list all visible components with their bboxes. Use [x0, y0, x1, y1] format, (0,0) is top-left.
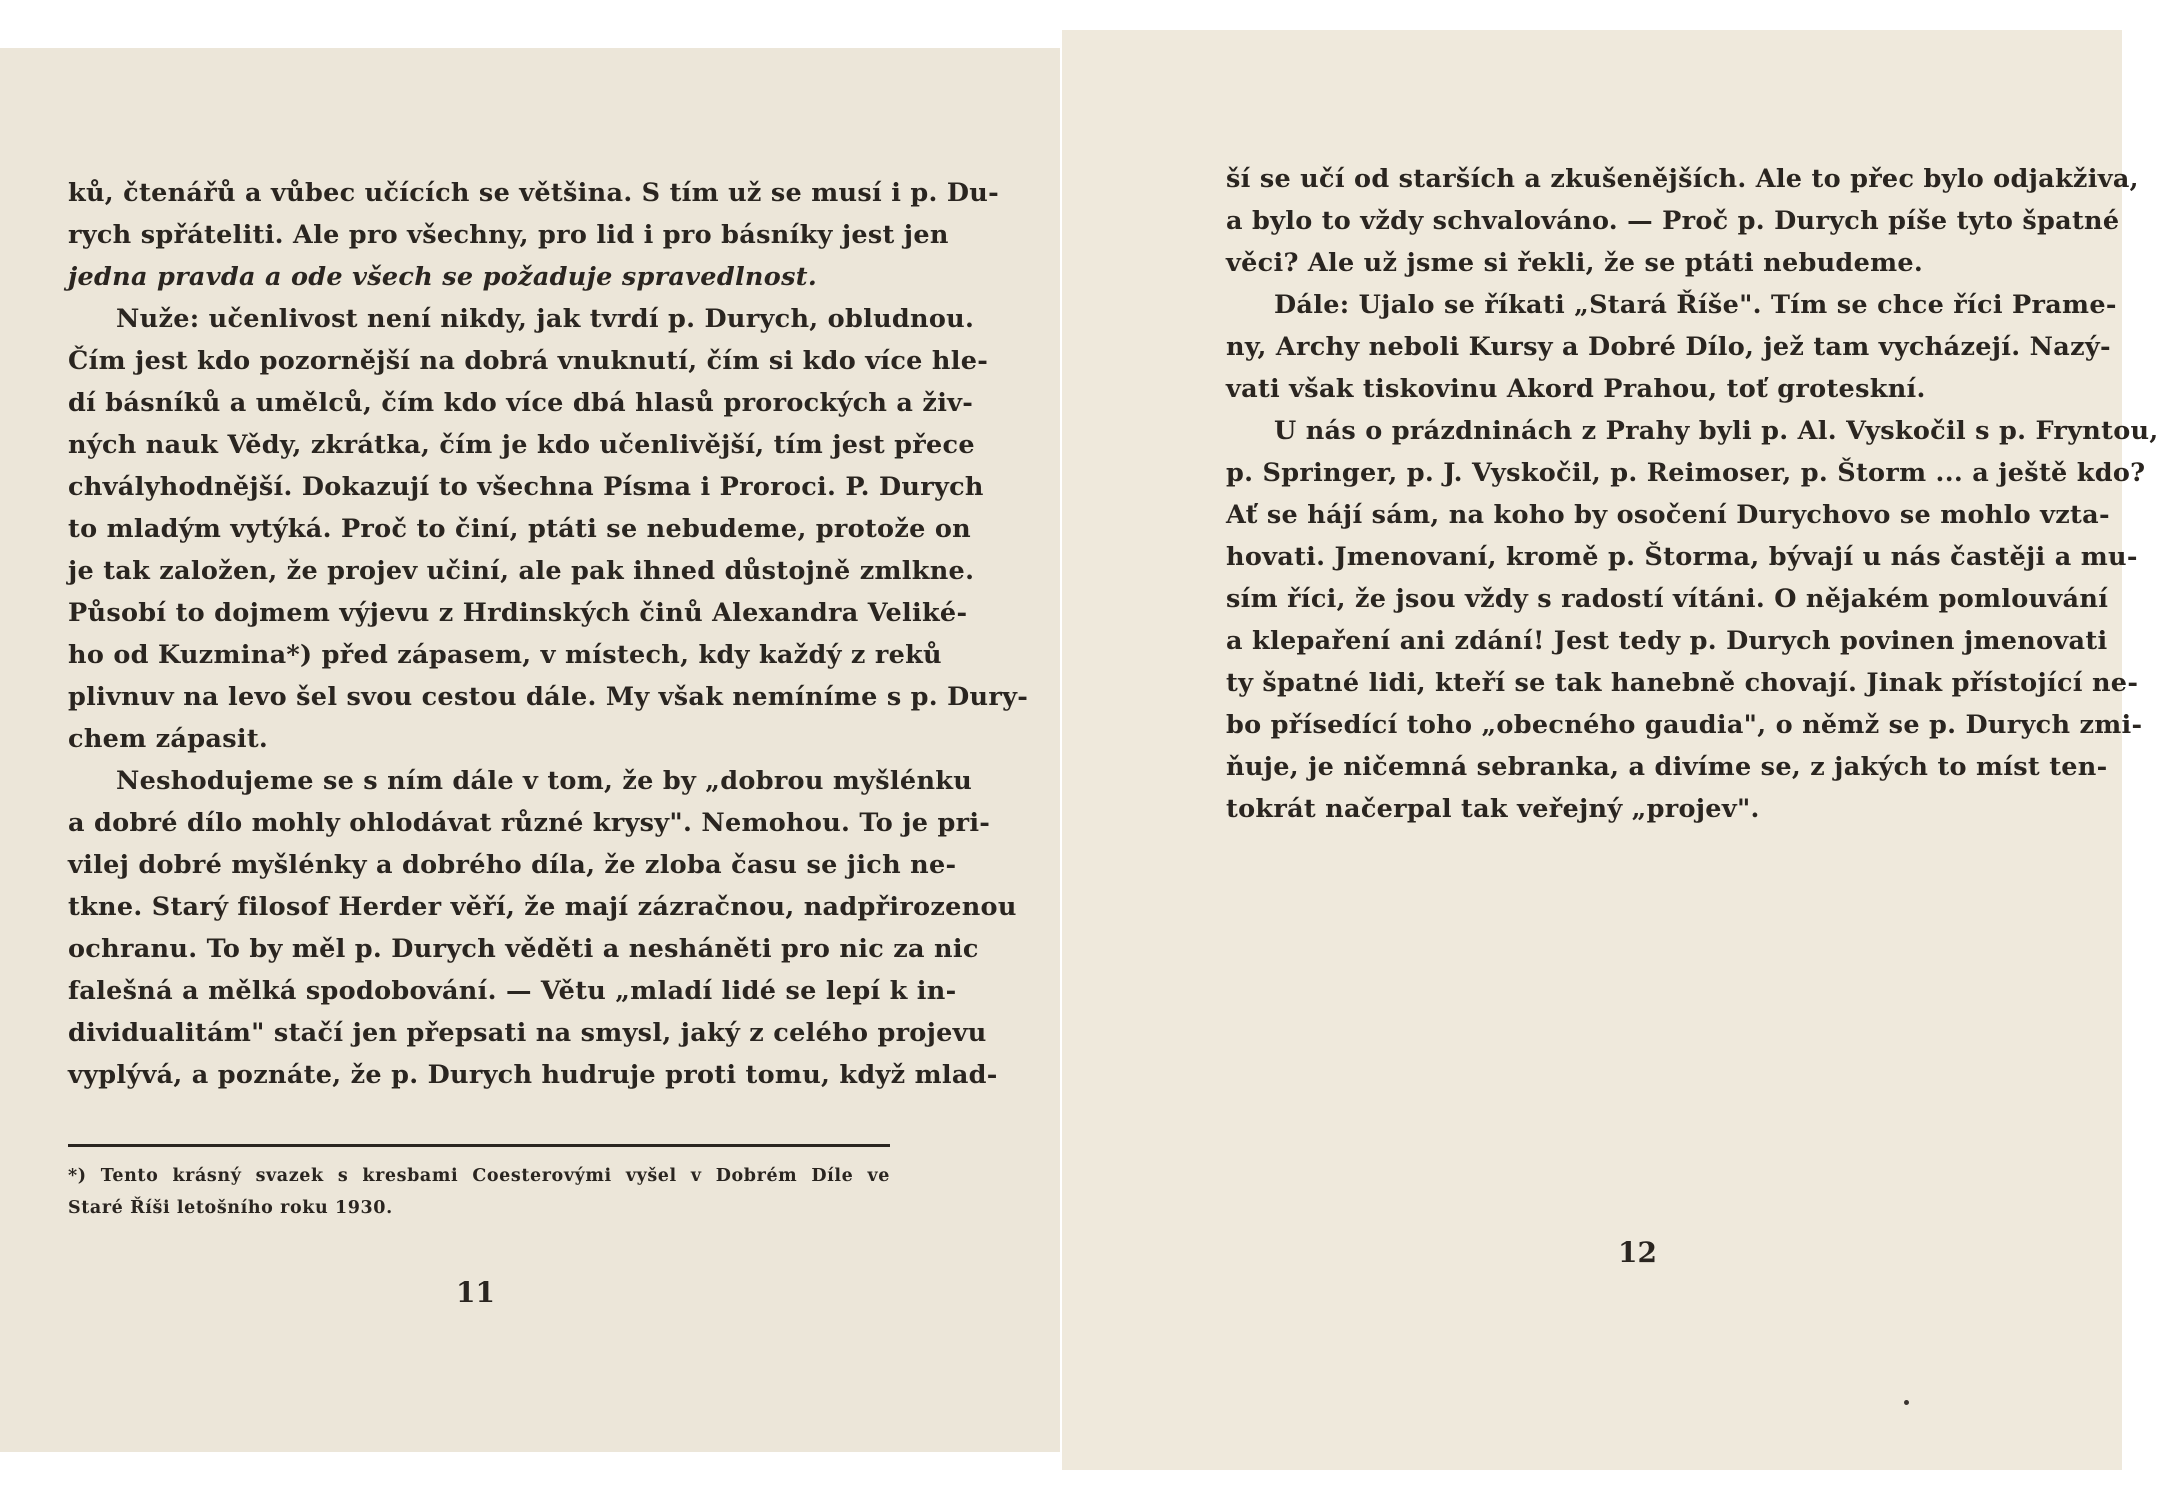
text-line: Ať se hájí sám, na koho by osočení Durychovo se mohlo vzta-: [1226, 500, 2110, 530]
text-line: hovati. Jmenovaní, kromě p. Štorma, bývají u nás častěji a mu-: [1226, 542, 2138, 572]
text-line: Nuže: učenlivost není nikdy, jak tvrdí p. Durych, obludnou.: [116, 304, 975, 334]
text-line: tokrát načerpal tak veřejný „projev".: [1226, 794, 1760, 824]
text-line: ty špatné lidi, kteří se tak hanebně chovají. Jinak přístojící ne-: [1226, 668, 2139, 698]
text-line: rych spřáteliti. Ale pro všechny, pro lid i pro básníky jest jen: [68, 220, 949, 250]
text-line: to mladým vytýká. Proč to činí, ptáti se nebudeme, protože on: [68, 514, 971, 544]
text-line: Čím jest kdo pozornější na dobrá vnuknutí, čím si kdo více hle-: [68, 346, 989, 376]
text-line: U nás o prázdninách z Prahy byli p. Al. Vyskočil s p. Fryntou,: [1274, 416, 2159, 446]
text-line: ší se učí od starších a zkušenějších. Ale to přec bylo odjakživa,: [1226, 164, 2139, 194]
footnote-divider: [68, 1144, 890, 1147]
text-line: Neshodujeme se s ním dále v tom, že by „dobrou myšlénku: [116, 766, 973, 796]
text-line: ho od Kuzmina*) před zápasem, v místech, kdy každý z reků: [68, 640, 942, 670]
text-line: sím říci, že jsou vždy s radostí vítáni. O nějakém pomlouvání: [1226, 584, 2109, 614]
text-line: vati však tiskovinu Akord Prahou, toť groteskní.: [1226, 374, 1926, 404]
text-line: vyplývá, a poznáte, že p. Durych hudruje proti tomu, když mlad-: [68, 1060, 998, 1090]
text-line: ných nauk Vědy, zkrátka, čím je kdo učenlivější, tím jest přece: [68, 430, 975, 460]
text-line: ků, čtenářů a vůbec učících se většina. S tím už se musí i p. Du-: [68, 178, 999, 208]
text-line: falešná a mělká spodobování. — Větu „mladí lidé se lepí k in-: [68, 976, 957, 1006]
text-line: chem zápasit.: [68, 724, 269, 754]
text-line: chvályhodnější. Dokazují to všechna Písma i Proroci. P. Durych: [68, 472, 984, 502]
text-line: dividualitám" stačí jen přepsati na smysl, jaký z celého projevu: [68, 1018, 987, 1048]
page-number: 12: [1618, 1236, 1657, 1269]
page-number: 11: [456, 1276, 495, 1309]
text-line: jedna pravda a ode všech se požaduje spravedlnost.: [68, 262, 817, 292]
text-line: ochranu. To by měl p. Durych věděti a nesháněti pro nic za nic: [68, 934, 979, 964]
text-line: Dále: Ujalo se říkati „Stará Říše". Tím se chce říci Prame-: [1274, 290, 2117, 320]
footnote-line: Staré Říši letošního roku 1930.: [68, 1198, 393, 1218]
text-line: a dobré dílo mohly ohlodávat různé krysy". Nemohou. To je pri-: [68, 808, 991, 838]
footnote-line: *) Tento krásný svazek s kresbami Coesterovými vyšel v Dobrém Díle ve: [68, 1166, 890, 1186]
text-line: a klepaření ani zdání! Jest tedy p. Durych povinen jmenovati: [1226, 626, 2108, 656]
left-page-body: [68, 172, 1029, 1096]
text-line: p. Springer, p. J. Vyskočil, p. Reimoser, p. Štorm ... a ještě kdo?: [1226, 458, 2146, 488]
text-line: tkne. Starý filosof Herder věří, že mají zázračnou, nadpřirozenou: [68, 892, 1017, 922]
text-line: a bylo to vždy schvalováno. — Proč p. Durych píše tyto špatné: [1226, 206, 2120, 236]
print-speck: [1904, 1400, 1909, 1405]
footnote: [68, 1160, 890, 1224]
text-line: vilej dobré myšlénky a dobrého díla, že zloba času se jich ne-: [68, 850, 957, 880]
text-line: je tak založen, že projev učiní, ale pak ihned důstojně zmlkne.: [68, 556, 975, 586]
text-line: plivnuv na levo šel svou cestou dále. My však nemíníme s p. Dury-: [68, 682, 1029, 712]
text-line: ňuje, je ničemná sebranka, a divíme se, z jakých to míst ten-: [1226, 752, 2108, 782]
text-line: ny, Archy neboli Kursy a Dobré Dílo, jež tam vycházejí. Nazý-: [1226, 332, 2111, 362]
text-line: bo přísedící toho „obecného gaudia", o němž se p. Durych zmi-: [1226, 710, 2143, 740]
text-line: věci? Ale už jsme si řekli, že se ptáti nebudeme.: [1226, 248, 1924, 278]
right-page-body: [1226, 158, 2159, 830]
right-page: [1062, 30, 2159, 1470]
text-line: dí básníků a umělců, čím kdo více dbá hlasů prorockých a živ-: [68, 388, 974, 418]
left-page: [0, 48, 1060, 1452]
text-line: Působí to dojmem výjevu z Hrdinských činů Alexandra Veliké-: [68, 598, 968, 628]
